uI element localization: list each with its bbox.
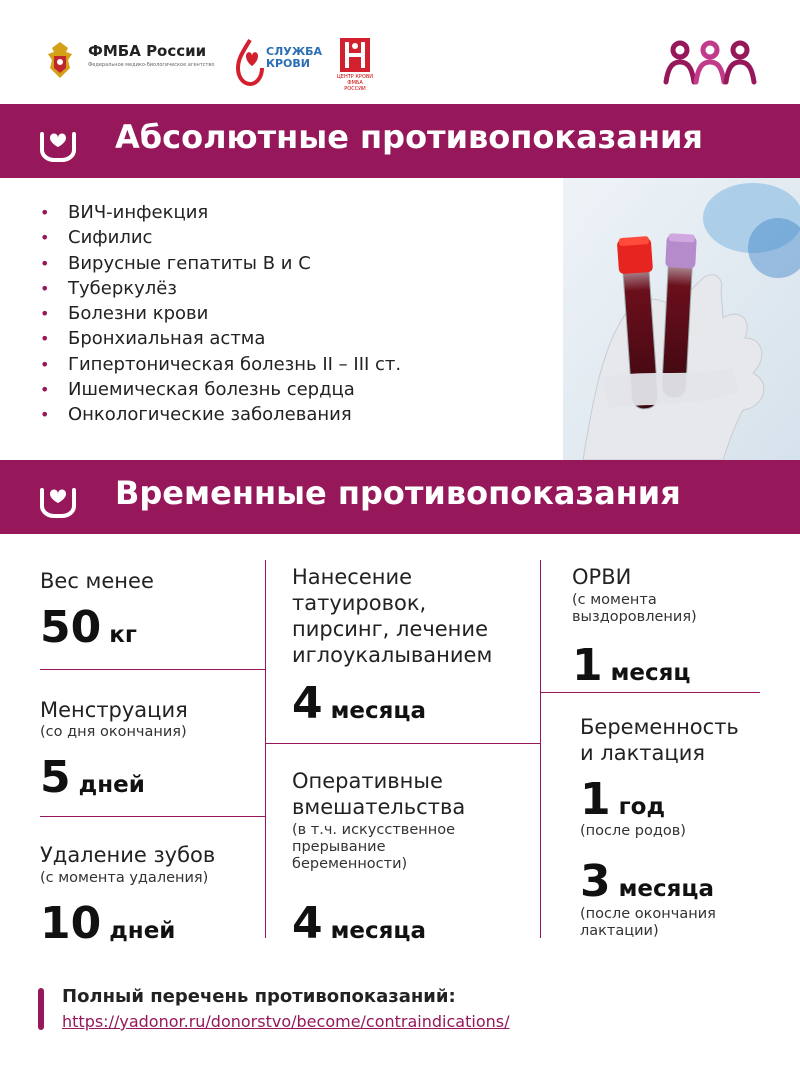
surgery-value-block [292, 900, 426, 955]
pregnancy-note1: (после родов) [580, 823, 686, 839]
list-item: • Сифилис [40, 225, 560, 250]
list-item: • Болезни крови [40, 301, 560, 326]
surgery-note-line: прерывание [292, 839, 386, 855]
donors-people-icon [660, 38, 760, 88]
pregnancy-note2-line: лактации) [580, 923, 659, 939]
pregnancy-value2-block [580, 858, 714, 913]
temporary-title: Временные противопоказания [115, 474, 681, 512]
pregnancy-note2-line: (после окончания [580, 906, 716, 922]
tattoo-value: 4 [292, 678, 323, 729]
surgery-note-line: беременности) [292, 856, 408, 872]
surgery-title [292, 768, 465, 820]
footer-accent-bar [38, 988, 44, 1030]
surgery-unit: месяца [330, 918, 426, 944]
orvi-note [572, 592, 697, 626]
center-krovi-emblem-icon [338, 36, 372, 74]
center-line1: ЦЕНТР КРОВИ [336, 74, 374, 80]
absolute-list [40, 200, 560, 428]
divider [40, 669, 265, 670]
menstruation-note: (со дня окончания) [40, 724, 187, 740]
list-item: • Ишемическая болезнь сердца [40, 377, 560, 402]
divider [265, 560, 266, 938]
surgery-title-line: Оперативные [292, 769, 443, 793]
blood-tubes-photo [563, 178, 800, 460]
surgery-title-line: вмешательства [292, 795, 466, 819]
pregnancy-note2 [580, 906, 716, 940]
surgery-note [292, 822, 455, 873]
hands-heart-icon [38, 124, 78, 164]
center-krovi-logo [336, 36, 374, 92]
menstruation-value: 5 [40, 752, 71, 803]
pregnancy-value1: 1 [580, 774, 611, 825]
sluzhba-krovi-logo [234, 36, 334, 86]
menstruation-title: Менструация [40, 698, 188, 722]
menstruation-unit: дней [78, 772, 145, 798]
fmba-logo [38, 38, 238, 82]
absolute-contraindications-banner [0, 104, 800, 178]
orvi-unit: месяц [610, 660, 691, 686]
weight-unit: кг [109, 622, 137, 648]
pregnancy-title-line: и лактация [580, 741, 705, 765]
teeth-unit: дней [109, 918, 176, 944]
fmba-emblem-icon [38, 38, 82, 82]
pregnancy-unit1: год [618, 794, 666, 820]
weight-title: Вес менее [40, 569, 154, 593]
list-item: • Вирусные гепатиты B и C [40, 251, 560, 276]
teeth-value: 10 [40, 898, 102, 949]
divider [540, 560, 541, 938]
divider [265, 743, 540, 744]
weight-value: 50 [40, 602, 102, 653]
tattoo-title-line: Нанесение [292, 565, 413, 589]
tattoo-value-block [292, 680, 426, 735]
orvi-value-block [572, 642, 690, 697]
orvi-title: ОРВИ [572, 565, 632, 589]
center-line2: ФМБА РОССИИ [344, 80, 366, 92]
list-item: • Туберкулёз [40, 276, 560, 301]
list-item: • Бронхиальная астма [40, 326, 560, 351]
surgery-value: 4 [292, 898, 323, 949]
tattoo-title [292, 564, 492, 668]
divider [40, 816, 265, 817]
tattoo-title-line: татуировок, [292, 591, 427, 615]
teeth-note: (с момента удаления) [40, 870, 209, 886]
temporary-contraindications-banner [0, 460, 800, 534]
fmba-title: ФМБА России [88, 42, 207, 60]
teeth-value-block [40, 900, 175, 955]
footer-text: Полный перечень противопоказаний: [62, 986, 456, 1007]
orvi-value: 1 [572, 640, 603, 691]
list-item: • Гипертоническая болезнь II – III ст. [40, 352, 560, 377]
absolute-title: Абсолютные противопоказания [115, 118, 703, 156]
pregnancy-unit2: месяца [618, 876, 714, 902]
contraindications-link[interactable]: https://yadonor.ru/donorstvo/become/contraindications/ [62, 1012, 510, 1031]
pregnancy-title-line: Беременность [580, 715, 739, 739]
orvi-note-line: выздоровления) [572, 609, 697, 625]
weight-value-block [40, 604, 137, 659]
teeth-title: Удаление зубов [40, 843, 216, 867]
list-item: • ВИЧ-инфекция [40, 200, 560, 225]
sluzhba-line2: КРОВИ [266, 57, 310, 70]
fmba-subtitle: Федеральное медико-биологическое агентство [88, 62, 215, 68]
sluzhba-line1: СЛУЖБА [266, 45, 323, 58]
tattoo-title-line: иглоукалыванием [292, 643, 493, 667]
hands-heart-icon [38, 480, 78, 520]
tattoo-unit: месяца [330, 698, 426, 724]
pregnancy-title [580, 714, 739, 766]
pregnancy-value2: 3 [580, 856, 611, 907]
orvi-note-line: (с момента [572, 592, 657, 608]
surgery-note-line: (в т.ч. искусственное [292, 822, 455, 838]
menstruation-value-block [40, 754, 145, 809]
tattoo-title-line: пирсинг, лечение [292, 617, 488, 641]
list-item: • Онкологические заболевания [40, 402, 560, 427]
blood-drop-heart-icon [234, 36, 266, 86]
